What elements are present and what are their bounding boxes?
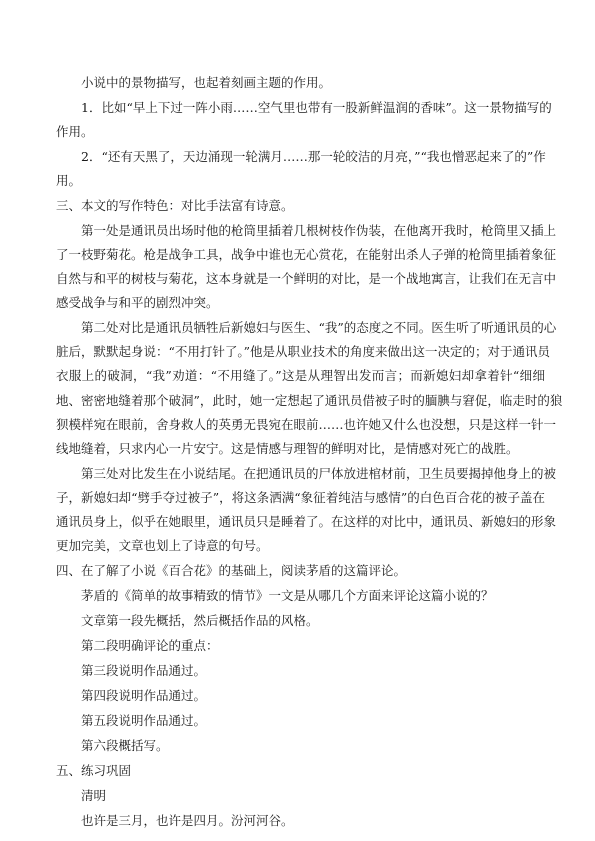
section-5-heading: 五、练习巩固 (56, 763, 132, 778)
outline-line: 第二段明确评论的重点： (81, 638, 219, 653)
poem-title: 清明 (81, 788, 107, 803)
paragraph-line: 地、密密地缝着那个破洞”，此时，她一定想起了通讯员借被子时的腼腆与窘促，临走时的狼 (56, 393, 563, 408)
outline-line: 文章第一段先概括，然后概括作品的风格。 (81, 613, 319, 628)
paragraph-line: 衣服上的破洞，“我”劝道：“不用缝了。”这是从理智出发而言；而新媳妇却拿着针“细细 (56, 368, 545, 383)
paragraph-line: 感受战争与和平的剧烈冲突。 (56, 295, 219, 310)
paragraph-line: 第三处对比发生在小说结尾。在把通讯员的尸体放进棺材前，卫生员要揭掉他身上的被 (81, 466, 557, 481)
outline-line: 第五段说明作品通过。 (81, 713, 207, 728)
paragraph-line: 自然与和平的树枝与菊花，这本身就是一个鲜明的对比，是一个战地寓言，让我们在无言中 (56, 271, 557, 286)
paragraph-line: 脏后，默默起身说：“不用打针了。”他是从职业技术的角度来做出这一决定的；对于通讯员 (56, 344, 551, 359)
question-2-line: 2．“还有天黑了，天边涌现一轮满月……那一轮皎洁的月亮，”“我也憎恶起来了的”作 (81, 149, 546, 164)
question-1-line: 1．比如“早上下过一阵小雨……空气里也带有一股新鲜温润的香味”。这一景物描写的 (81, 100, 552, 115)
paragraph-line: 线地缝着，只求内心一片安宁。这是情感与理智的鲜明对比，是情感对死亡的战胜。 (56, 441, 519, 456)
paragraph-line: 第二处对比是通讯员牺牲后新媳妇与医生、“我”的态度之不同。医生听了听通讯员的心 (81, 320, 557, 335)
question-1-continuation: 作用。 (56, 124, 94, 139)
paragraph-line: 了一枝野菊花。枪是战争工具，战争中谁也无心赏花，在能射出杀人子弹的枪筒里插着象征 (56, 247, 557, 262)
paragraph-line: 通讯员身上，似乎在她眼里，通讯员只是睡着了。在这样的对比中，通讯员、新媳妇的形象 (56, 514, 557, 529)
poem-line: 也许是三月，也许是四月。汾河河谷。 (81, 813, 294, 828)
paragraph-line: 狈模样宛在眼前，舍身救人的英勇无畏宛在眼前……也许她又什么也没想，只是这样一针一 (56, 417, 557, 432)
question-line: 茅盾的《简单的故事精致的情节》一文是从哪几个方面来评论这篇小说的？ (81, 588, 494, 603)
section-3-heading: 三、本文的写作特色：对比手法富有诗意。 (56, 198, 294, 213)
paragraph-line: 子，新媳妇却“劈手夺过被子”，将这条洒满“象征着纯洁与感情”的白色百合花的被子盖在 (56, 490, 545, 505)
question-2-continuation: 用。 (56, 173, 82, 188)
section-4-heading: 四、在了解了小说《百合花》的基础上，阅读茅盾的这篇评论。 (56, 563, 407, 578)
outline-line: 第三段说明作品通过。 (81, 663, 207, 678)
outline-line: 第四段说明作品通过。 (81, 688, 207, 703)
outline-line: 第六段概括写。 (81, 738, 169, 753)
paragraph-line: 第一处是通讯员出场时他的枪筒里插着几根树枝作伪装，在他离开我时，枪筒里又插上 (81, 223, 557, 238)
paragraph-line: 小说中的景物描写，也起着刻画主题的作用。 (81, 75, 332, 90)
paragraph-line: 更加完美，文章也划上了诗意的句号。 (56, 538, 269, 553)
